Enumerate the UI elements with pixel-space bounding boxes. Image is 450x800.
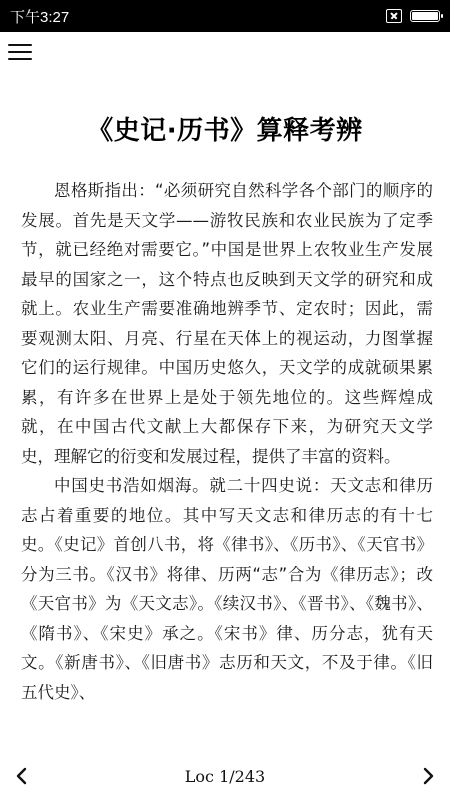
chevron-right-icon [421,767,435,785]
chevron-left-icon [15,767,29,785]
menu-bar-2 [8,51,32,53]
menu-bar-3 [8,58,32,60]
next-page-button[interactable] [416,764,440,788]
status-time: 下午3:27 [10,8,70,26]
location-indicator: Loc 1/243 [184,766,266,786]
menu-bar-1 [8,44,32,46]
status-icons [386,9,440,23]
hamburger-menu-icon[interactable] [8,42,32,62]
sim-blocked-icon [386,9,402,23]
page-navigation-bar [0,760,450,792]
chapter-title: 《史记·历书》算释考辨 [87,116,363,146]
paragraph-2: 中国史书浩如烟海。就二十四史说：天文志和律历志占着重要的地位。其中写天文志和律历志的有十七史。《史记》首创八书，将《律书》、《历书》、《天官书》分为三书。《汉书》将律、历两“志”合为《律历志》；改《天官书》为《天文志》。《续汉书》、《晋书》、《魏书》、《隋书》、《宋史》承之。《宋书》律、历分志，犹有天文。《新唐书》、《旧唐书》志历和天文，不及于律。《旧五代史》、 [21,476,433,702]
status-bar [0,0,450,32]
reading-content[interactable] [21,176,433,736]
battery-level [412,12,438,20]
previous-page-button[interactable] [10,764,34,788]
paragraph-1: 恩格斯指出：“必须研究自然科学各个部门的顺序的发展。首先是天文学——游牧民族和农业民族为了定季节，就已经绝对需要它。”中国是世界上农牧业生产发展最早的国家之一，这个特点也反映到天文学的研究和成就上。农业生产需要准确地辨季节、定农时；因此，需要观测太阳、月亮、行星在天体上的视运动，力图掌握它们的运行规律。中国历史悠久，天文学的成就硕果累累，有许多在世界上是处于领先地位的。这些辉煌成就，在中国古代文献上大都保存下来，为研究天文学史，理解它的衍变和发展过程，提供了丰富的资料。 [21,181,433,466]
battery-icon [410,10,440,22]
